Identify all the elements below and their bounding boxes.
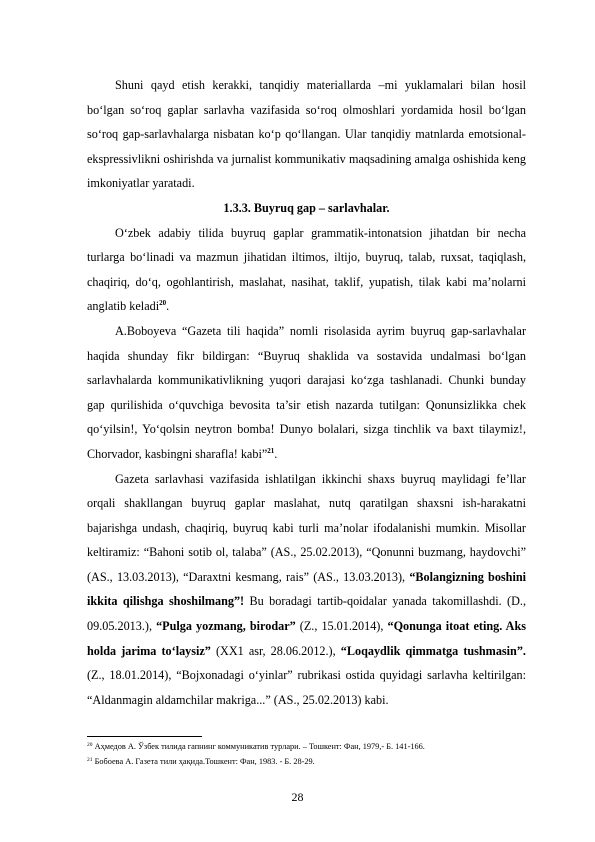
footnote-ref-20[interactable]: 20 [159, 299, 167, 308]
footnote-divider [87, 736, 202, 737]
paragraph-3-text: A.Boboyeva “Gazeta tili haqida” nomli risolasida ayrim buyruq gap-sarlavhalar haqida shunday fikr bildirgan: “Buyruq shaklida va sostavida undalmasi bo‘lgan sarlavhalarda kommunikativlikning yuqori darajasi ko‘zga tashlanadi. Chunki bunday gap qurilishida o‘quvchiga bevosita ta’sir etish nazarda tutilgan: Qonunsizlikka chek qo‘yilsin!, Yo‘qolsin neytron bomba! Dunyo bolalari, sizga tinchlik va baxt tilaymiz!, Chorvador, kasbingni sharafla! kabi” [87, 323, 526, 461]
paragraph-1: Shuni qayd etish kerakki, tanqidiy materiallarda –mi yuklamalari bilan hosil bo‘lgan so‘roq gaplar sarlavha vazifasida so‘roq olmoshlari yordamida hosil bo‘lgan so‘roq gap-sarlavhalarga nisbatan ko‘p qo‘llangan. Ular tanqidiy matnlarda emotsional-ekspressivlikni oshirishda va jurnalist kommunikativ maqsadining amalga oshishida keng imkoniyatlar yaratadi. [87, 78, 526, 191]
paragraph-4-part-a: Gazeta sarlavhasi vazifasida ishlatilgan ikkinchi shaxs buyruq maylidagi fe’llar orqali shakllangan buyruq gaplar maslahat, nutq qaratilgan shaxsni ish-harakatni bajarishga undash, chaqiriq, buyruq kabi turli ma’nolar ifodalanishi mumkin. Misollar keltiramiz: “Bahoni sotib ol, talaba” (AS., 25.02.2013), “Qonunni buzmang, haydovchi” (AS., 13.03.2013), “Daraxtni kesmang, rais” (AS., 13.03.2013), [87, 471, 526, 584]
section-heading: 1.3.3. Buyruq gap – sarlavhalar. [223, 200, 390, 215]
footnote-20 [87, 739, 526, 754]
paragraph-4 [87, 467, 526, 713]
paragraph-4-part-g: (XX1 asr, 28.06.2012.), [210, 643, 341, 658]
paragraph-3 [87, 319, 526, 467]
paragraph-2-text: O‘zbek adabiy tilida buyruq gaplar grammatik-intonatsion jihatdan bir necha turlarga bo‘linadi va mazmun jihatidan iltimos, iltijo, buyruq, talab, ruxsat, taqiqlash, chaqiriq, do‘q, ogohlantirish, maslahat, nasihat, taklif, yupatish, tilak kabi ma’nolarni anglatib keladi [87, 225, 526, 314]
paragraph-2 [87, 221, 526, 319]
paragraph-2-end: . [166, 299, 170, 314]
paragraph-4-part-e: (Z., 15.01.2014), [295, 619, 388, 634]
body-text [87, 73, 526, 712]
bold-example-4: “Loqaydlik qimmatga tushmasin”. [340, 643, 526, 658]
bold-example-1: “Bolangizning boshini ikkita qilishga shoshilmang”! [87, 569, 526, 609]
page-number: 28 [291, 790, 304, 804]
footnote-number: 20 [87, 742, 93, 748]
footnotes [87, 739, 526, 769]
footnote-21 [87, 754, 526, 769]
bold-example-2: “Pulga yozmang, birodar” [156, 619, 296, 634]
footnote-text: Бобоева А. Газета тили ҳақида.Тошкент: Фан, 1983. - Б. 28-29. [92, 757, 315, 766]
bold-example-3: “Qonunga itoat eting. Aks holda jarima to‘laysiz” [87, 619, 526, 658]
footnote-ref-21[interactable]: 21 [267, 446, 275, 455]
footnote-number: 21 [87, 757, 93, 763]
footnote-text: Аҳмедов А. Ўзбек тилида гапнинг коммуникатив турлари. – Тошкент: Фан, 1979,- Б. 141-166. [92, 742, 425, 751]
paragraph-4-part-c: Bu boradagi tartib-qoidalar yanada takomillashdi. (D., 09.05.2013.), [87, 594, 526, 634]
paragraph-3-end: . [274, 446, 278, 461]
paragraph-4-part-i: (Z., 18.01.2014), “Bojxonadagi o‘yinlar” rubrikasi ostida quyidagi sarlavha keltirilgan: “Aldanmagin aldamchilar makriga...” (AS., 25.02.2013) kabi. [87, 668, 526, 707]
